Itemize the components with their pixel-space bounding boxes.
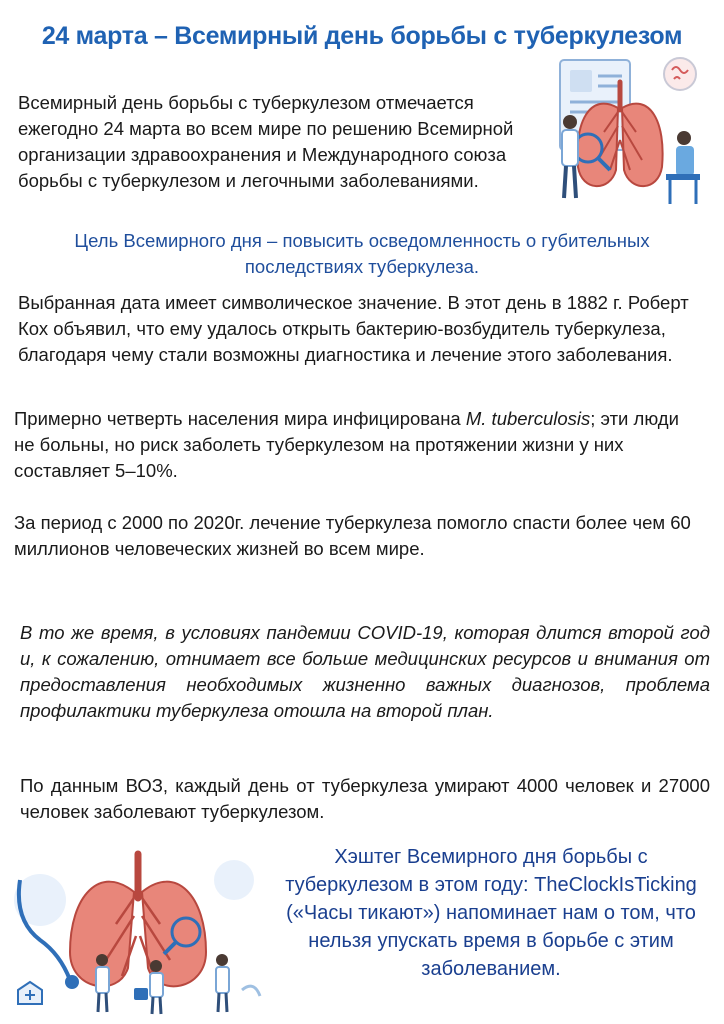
date-paragraph: Выбранная дата имеет символическое значение. В этот день в 1882 г. Роберт Кох объявил, что ему удалось открыть бактерию-возбудитель туберкулеза, благодаря чему стали возможны диагностика и лечение этого заболевания. (18, 292, 689, 365)
infection-text-start: Примерно четверть населения мира инфицирована (14, 408, 466, 429)
infection-paragraph (14, 406, 704, 484)
hashtag-paragraph: Хэштег Всемирного дня борьбы с туберкулезом в этом году: TheClockIsTicking («Часы тикают») напоминает нам о том, что нельзя упускать время в борьбе с этим заболеванием. (285, 846, 697, 980)
lungs-doctors-illustration-icon (530, 52, 710, 212)
who-statistics-paragraph: По данным ВОЗ, каждый день от туберкулеза умирают 4000 человек и 27000 человек заболевают туберкулезом. (20, 774, 710, 822)
intro-paragraph: Всемирный день борьбы с туберкулезом отмечается ежегодно 24 марта во всем мире по решению Всемирной организации здравоохранения и Международного союза борьбы с туберкулезом и легочными заболеваниями. (18, 92, 514, 191)
species-name: M. tuberculosis (465, 408, 591, 429)
covid-paragraph: В то же время, в условиях пандемии COVID-19, которая длится второй год и, к сожалению, отнимает все больше медицинских ресурсов и внимания от предоставления необходимых жизненно важных диагнозов, проблема профилактики туберкулеза отошла на второй план. (20, 621, 710, 721)
lungs-medical-team-illustration-icon (10, 840, 266, 1018)
goal-statement: Цель Всемирного дня – повысить осведомленность о губительных последствиях туберкулеза. (74, 230, 650, 277)
infection-text-end: ; эти люди не больны, но риск заболеть туберкулезом на протяжении жизни у них составляет 5–10%. (14, 408, 679, 481)
page-title: 24 марта – Всемирный день борьбы с туберкулезом (41, 22, 683, 50)
lives-saved-paragraph: За период с 2000 по 2020г. лечение туберкулеза помогло спасти более чем 60 миллионов человеческих жизней во всем мире. (14, 512, 691, 559)
